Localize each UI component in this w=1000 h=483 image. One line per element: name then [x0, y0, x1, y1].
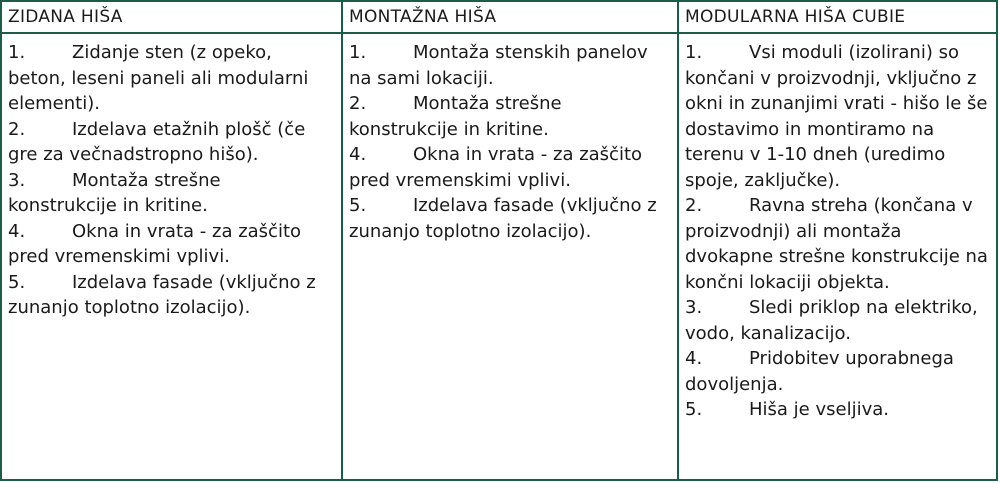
item-text: Izdelava fasade (vključno z zunanjo toplotno izolacijo).: [8, 271, 316, 318]
list-item: [8, 40, 335, 117]
item-number: 2.: [685, 195, 703, 216]
list-item: [349, 40, 671, 91]
list-item: [8, 219, 335, 270]
column-header-zidana: ZIDANA HIŠA: [2, 2, 343, 34]
item-number: 1.: [349, 42, 367, 63]
item-number: 5.: [8, 271, 26, 293]
item-text: Vsi moduli (izolirani) so končani v proizvodnji, vključno z okni in zunanjimi vrati - hišo le še dostavimo in montiramo na terenu v 1-10 dneh (uredimo spoje, zaključke).: [685, 42, 988, 191]
item-number: 2.: [8, 118, 26, 140]
item-text: Pridobitev uporabnega dovoljenja.: [685, 348, 954, 395]
item-text: Izdelava etažnih plošč (če gre za večnadstropno hišo).: [8, 118, 306, 165]
item-number: 5.: [349, 195, 367, 216]
column-header-montazna: MONTAŽNA HIŠA: [343, 2, 679, 34]
list-item: [349, 91, 671, 142]
item-text: Zidanje sten (z opeko, beton, leseni paneli ali modularni elementi).: [8, 42, 309, 114]
item-text: Montaža strešne konstrukcije in kritine.: [8, 169, 221, 216]
item-number: 1.: [685, 42, 703, 63]
item-text: Montaža stenskih panelov na sami lokaciji.: [349, 42, 648, 89]
item-number: 1.: [8, 42, 26, 63]
item-number: 3.: [685, 297, 703, 318]
column-header-modularna: MODULARNA HIŠA CUBIE: [679, 2, 996, 34]
item-number: 3.: [8, 169, 26, 191]
list-item: [685, 295, 990, 346]
column-body-montazna: [343, 34, 679, 479]
item-text: Ravna streha (končana v proizvodnji) ali montaža dvokapne strešne konstrukcije na končni lokaciji objekta.: [685, 195, 988, 293]
item-text: Montaža strešne konstrukcije in kritine.: [349, 93, 562, 140]
list-item: [349, 193, 671, 244]
list-item: [349, 142, 671, 193]
item-number: 4.: [8, 220, 26, 242]
list-item: [685, 193, 990, 295]
item-text: Okna in vrata - za zaščito pred vremenskimi vplivi.: [349, 144, 643, 191]
list-item: [685, 40, 990, 193]
item-text: Okna in vrata - za zaščito pred vremenskimi vplivi.: [8, 220, 302, 267]
item-number: 4.: [349, 144, 367, 165]
list-item: [685, 397, 990, 423]
column-body-zidana: [2, 34, 343, 479]
list-item: [685, 346, 990, 397]
item-text: Hiša je vseljiva.: [749, 399, 889, 420]
column-body-modularna: [679, 34, 996, 479]
item-number: 2.: [349, 93, 367, 114]
item-text: Sledi priklop na elektriko, vodo, kanalizacijo.: [685, 297, 978, 344]
list-item: [8, 117, 335, 168]
item-number: 5.: [685, 399, 703, 420]
list-item: [8, 168, 335, 219]
item-number: 4.: [685, 348, 703, 369]
list-item: [8, 270, 335, 321]
item-text: Izdelava fasade (vključno z zunanjo toplotno izolacijo).: [349, 195, 657, 242]
